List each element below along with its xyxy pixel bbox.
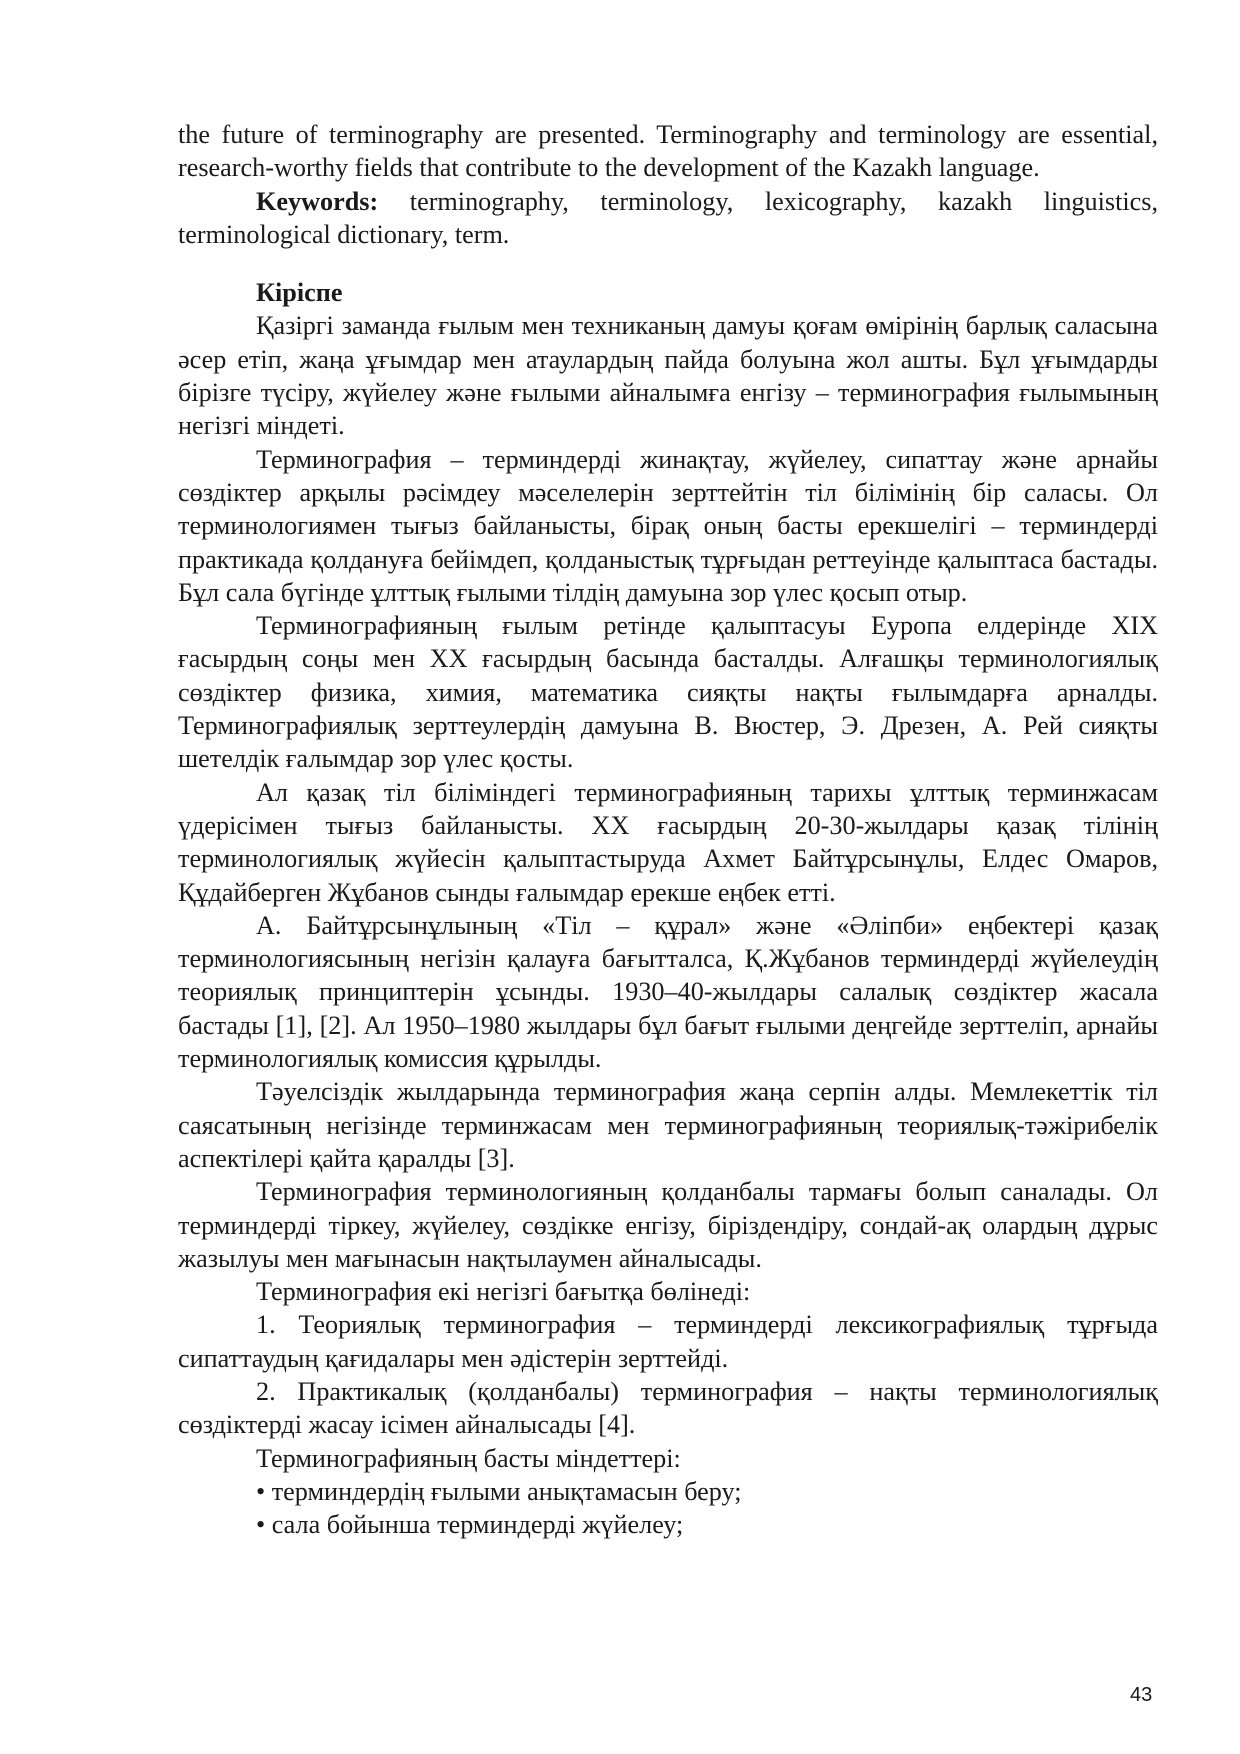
- paragraph: Ал қазақ тіл біліміндегі терминографияның тарихы ұлттық терминжасам үдерісімен тығыз байланысты. XX ғасырдың 20-30-жылдары қазақ тілінің терминологиялық жүйесін қалыптастыруда Ахмет Байтұрсынұлы, Елдес Омаров, Құдайберген Жұбанов сынды ғалымдар ерекше еңбек етті.: [178, 777, 1158, 907]
- keywords-paragraph: [178, 185, 1158, 252]
- page-number: 43: [1130, 1684, 1153, 1706]
- bullet-item: • сала бойынша терминдерді жүйелеу;: [256, 1510, 684, 1540]
- keywords-text: terminography, terminology, lexicography, kazakh linguistics, terminological dictionary, term.: [178, 186, 1158, 249]
- paragraph: Тәуелсіздік жылдарында терминография жаңа серпін алды. Мемлекеттік тіл саясатының негізінде терминжасам мен терминографияның теориялық-тәжірибелік аспектілері қайта қаралды [3].: [178, 1077, 1158, 1173]
- section-heading: Кіріспе: [256, 278, 343, 308]
- list-item: 2. Практикалық (қолданбалы) терминография – нақты терминологиялық сөздіктерді жасау ісімен айналысады [4].: [178, 1376, 1158, 1440]
- paragraph: Терминографияның басты міндеттері:: [256, 1443, 681, 1473]
- paragraph: Терминография – терминдерді жинақтау, жүйелеу, сипаттау және арнайы сөздіктер арқылы рәсімдеу мәселелерін зерттейтін тіл білімінің бір саласы. Ол терминологиямен тығыз байланысты, бірақ оның басты ерекшелігі – терминдерді практикада қолдануға бейімдеп, қолданыстық тұрғыдан реттеуінде қалыптаса бастады. Бұл сала бүгінде ұлттық ғылыми тілдің дамуына зор үлес қосып отыр.: [178, 444, 1158, 607]
- paragraph: Қазіргі заманда ғылым мен техниканың дамуы қоғам өмірінің барлық саласына әсер етіп, жаңа ұғымдар мен атаулардың пайда болуына жол ашты. Бұл ұғымдарды бірізге түсіру, жүйелеу және ғылыми айналымға енгізу – терминография ғылымының негізгі міндеті.: [178, 311, 1158, 441]
- paragraph: Терминография терминологияның қолданбалы тармағы болып саналады. Ол терминдерді тіркеу, жүйелеу, сөздікке енгізу, біріздендіру, сондай-ақ олардың дұрыс жазылуы мен мағынасын нақтылаумен айналысады.: [178, 1177, 1158, 1273]
- paragraph: Терминографияның ғылым ретінде қалыптасуы Еуропа елдерінде XIX ғасырдың соңы мен XX ғасырдың басында басталды. Алғашқы терминологиялық сөздіктер физика, химия, математика сияқты нақты ғылымдарға арналды. Терминографиялық зерттеулердің дамуына В. Вюстер, Э. Дрезен, А. Рей сияқты шетелдік ғалымдар зор үлес қосты.: [178, 611, 1158, 774]
- abstract-continuation: the future of terminography are presented. Terminography and terminology are essential, research-worthy fields that contribute to the development of the Kazakh language.: [178, 120, 1158, 183]
- document-page: [178, 118, 1158, 1541]
- paragraph: Терминография екі негізгі бағытқа бөлінеді:: [256, 1277, 751, 1307]
- bullet-item: • терминдердің ғылыми анықтамасын беру;: [256, 1476, 742, 1506]
- paragraph: А. Байтұрсынұлының «Тіл – құрал» және «Әліпби» еңбектері қазақ терминологиясының негізін қалауға бағытталса, Қ.Жұбанов терминдерді жүйелеудің теориялық принциптерін ұсынды. 1930–40-жылдары салалық сөздіктер жасала бастады [1], [2]. Ал 1950–1980 жылдары бұл бағыт ғылыми деңгейде зерттеліп, арнайы терминологиялық комиссия құрылды.: [178, 910, 1158, 1074]
- keywords-label: Keywords:: [256, 186, 379, 216]
- list-item: 1. Теориялық терминография – терминдерді лексикографиялық тұрғыда сипаттаудың қағидалары мен әдістерін зерттейді.: [178, 1310, 1158, 1373]
